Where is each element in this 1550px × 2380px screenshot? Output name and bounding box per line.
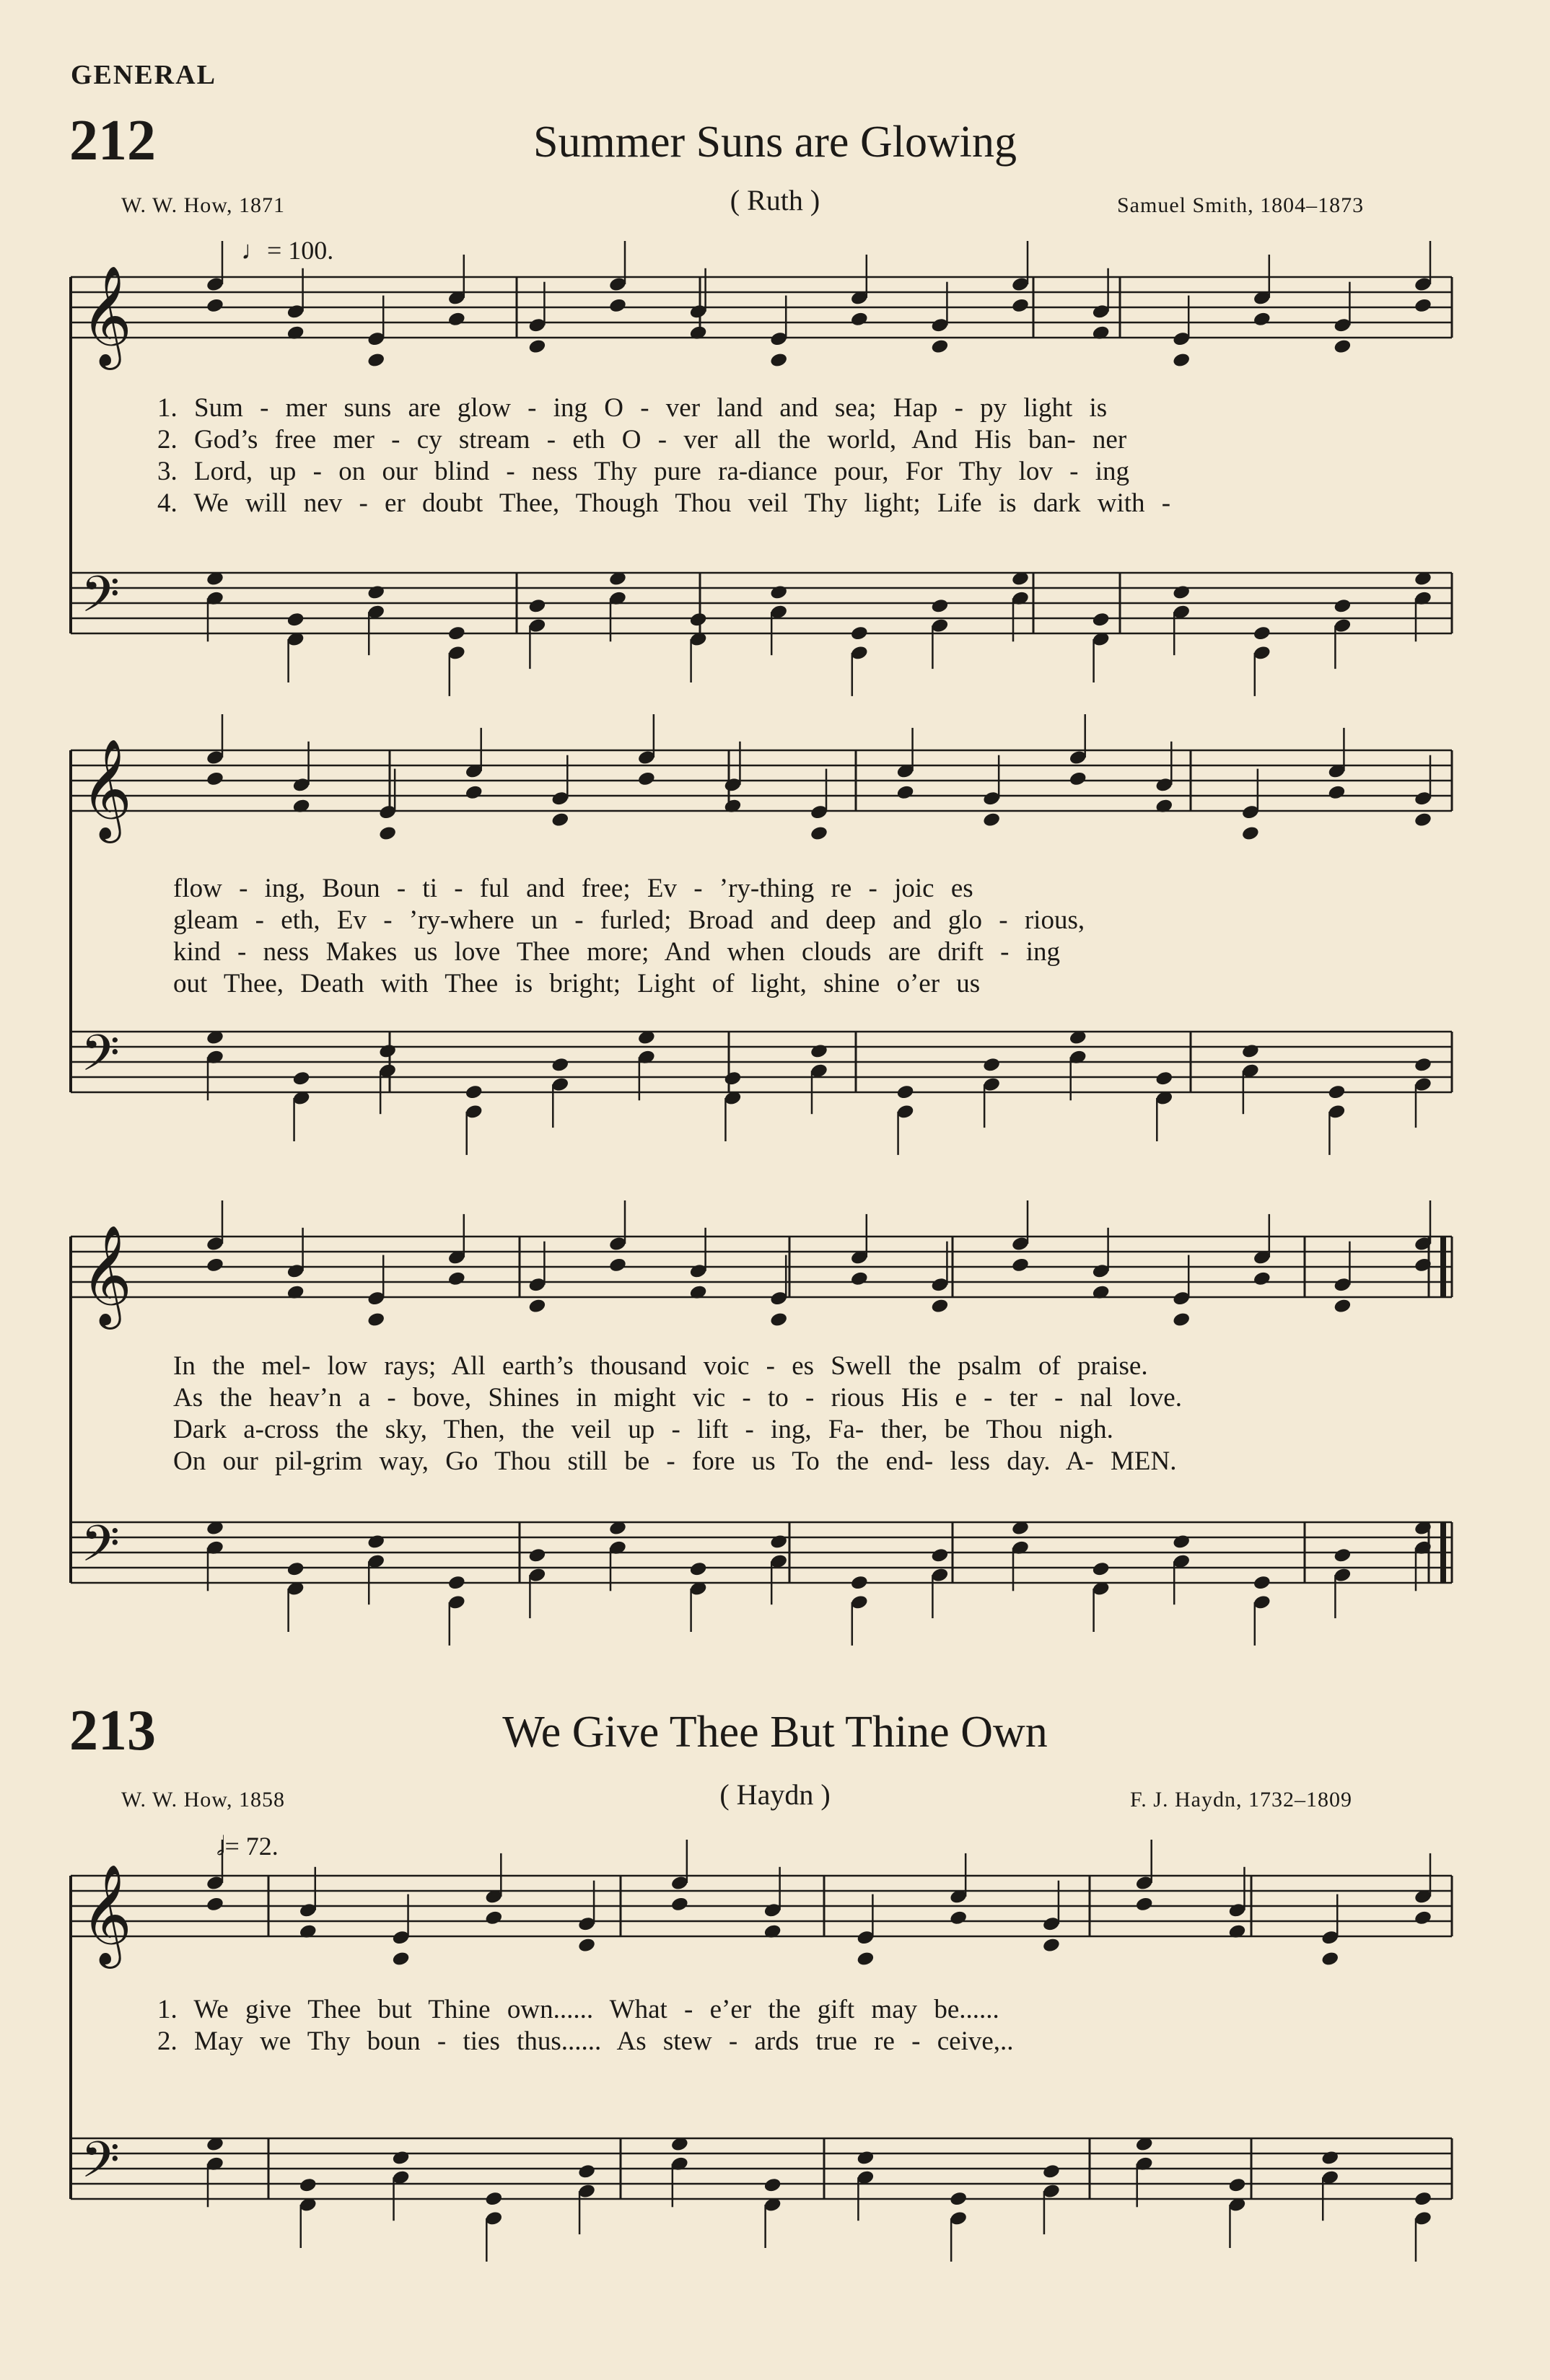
- notehead: [637, 750, 656, 766]
- notehead: [1414, 2190, 1432, 2207]
- notehead: [850, 290, 869, 307]
- hymn-title: Summer Suns are Glowing: [533, 118, 1017, 167]
- notehead: [637, 770, 656, 787]
- notehead: [1414, 1540, 1432, 1556]
- tempo-marking: [241, 235, 333, 265]
- notehead: [769, 1290, 788, 1307]
- notehead: [1172, 330, 1191, 347]
- notehead: [292, 777, 310, 794]
- notehead: [286, 1581, 305, 1597]
- notehead: [292, 798, 310, 814]
- notehead: [930, 1298, 949, 1314]
- notehead: [527, 618, 546, 634]
- notehead: [1172, 1312, 1191, 1328]
- notehead: [286, 1263, 305, 1280]
- notehead: [1042, 1937, 1061, 1954]
- notehead: [447, 1270, 466, 1287]
- tune-name: ( Haydn ): [719, 1778, 831, 1811]
- notehead: [723, 1090, 742, 1107]
- notehead: [378, 804, 397, 820]
- notehead: [1172, 1290, 1191, 1307]
- notehead: [1042, 1915, 1061, 1932]
- treble-clef-icon: 𝄞: [81, 265, 132, 366]
- notehead: [850, 645, 869, 662]
- notehead: [608, 1257, 627, 1273]
- tempo-value: = 72.: [224, 1832, 279, 1861]
- notehead: [608, 1540, 627, 1556]
- notehead: [367, 1534, 385, 1550]
- notehead: [689, 1560, 708, 1577]
- notehead: [1321, 2150, 1339, 2166]
- notehead: [689, 325, 708, 341]
- notehead: [982, 1057, 1001, 1073]
- notehead: [896, 784, 914, 801]
- notehead: [1414, 276, 1432, 293]
- notehead: [608, 1236, 627, 1252]
- notehead: [769, 604, 788, 620]
- lyric-line: gleam - eth, Ev - ’ry-where un - furled; Broad and deep and glo - rious,: [173, 905, 1085, 935]
- notehead: [206, 1520, 224, 1537]
- notehead: [1172, 584, 1191, 601]
- notehead: [982, 1076, 1001, 1093]
- notehead: [292, 1070, 310, 1086]
- notehead: [1011, 590, 1030, 607]
- notehead: [810, 804, 828, 820]
- notehead: [447, 1594, 466, 1611]
- notehead: [465, 784, 483, 801]
- notehead: [551, 1057, 569, 1073]
- notehead: [769, 352, 788, 369]
- notehead: [949, 1889, 968, 1905]
- notehead: [391, 2169, 410, 2186]
- notehead: [299, 1923, 318, 1940]
- notehead: [930, 1547, 949, 1564]
- notehead: [1011, 297, 1030, 314]
- lyric-line: As the heav’n a - bove, Shines in might vic - to - rious His e - ter - nal love.: [173, 1383, 1182, 1413]
- notehead: [763, 2177, 782, 2193]
- tune-name: ( Ruth ): [730, 184, 820, 216]
- notehead: [1241, 825, 1260, 842]
- notehead: [930, 1567, 949, 1584]
- notehead: [1092, 1284, 1111, 1301]
- notehead: [1155, 777, 1173, 794]
- lyric-line: out Thee, Death with Thee is bright; Light of light, shine o’er us: [173, 969, 981, 998]
- lyric-line: Dark a-cross the sky, Then, the veil up - lift - ing, Fa- ther, be Thou nigh.: [173, 1415, 1113, 1444]
- notehead: [367, 352, 385, 369]
- treble-clef-icon: 𝄞: [81, 1225, 132, 1325]
- notehead: [723, 798, 742, 814]
- notehead: [763, 1923, 782, 1940]
- notehead: [670, 1896, 689, 1913]
- notehead: [930, 598, 949, 615]
- notehead: [206, 1257, 224, 1273]
- notehead: [1227, 2197, 1246, 2213]
- lyric-line: On our pil-grim way, Go Thou still be - fore us To the end- less day. A- MEN.: [173, 1446, 1177, 1476]
- notehead: [551, 1076, 569, 1093]
- hymn-title: We Give Thee But Thine Own: [502, 1708, 1048, 1757]
- notehead: [1414, 1057, 1432, 1073]
- notehead: [1333, 1547, 1352, 1564]
- notehead: [484, 1910, 503, 1926]
- notehead: [949, 1910, 968, 1926]
- notehead: [1253, 311, 1271, 328]
- notehead: [896, 1084, 914, 1100]
- hymn-composer: Samuel Smith, 1804–1873: [1117, 193, 1365, 217]
- quarter-note-icon: ♩: [241, 236, 267, 265]
- lyric-line: kind - ness Makes us love Thee more; And when clouds are drift - ing: [173, 937, 1061, 967]
- notehead: [1327, 784, 1346, 801]
- notehead: [769, 1553, 788, 1570]
- notehead: [1011, 1257, 1030, 1273]
- notehead: [447, 625, 466, 641]
- notehead: [1327, 1084, 1346, 1100]
- notehead: [689, 1581, 708, 1597]
- notehead: [367, 1312, 385, 1328]
- notehead: [1414, 1236, 1432, 1252]
- notehead: [896, 763, 914, 780]
- lyric-line: 3. Lord, up - on our blind - ness Thy pure ra-diance pour, For Thy lov - ing: [157, 457, 1130, 486]
- notehead: [1414, 571, 1432, 587]
- notehead: [1333, 598, 1352, 615]
- notehead: [1253, 625, 1271, 641]
- notehead: [206, 2136, 224, 2153]
- notehead: [1069, 770, 1087, 787]
- notehead: [1135, 2156, 1154, 2172]
- notehead: [1135, 2136, 1154, 2153]
- notehead: [769, 1312, 788, 1328]
- notehead: [930, 338, 949, 355]
- notehead: [1414, 1520, 1432, 1537]
- bass-clef-icon: 𝄢: [81, 1514, 121, 1585]
- notehead: [1241, 804, 1260, 820]
- notehead: [810, 825, 828, 842]
- notehead: [1241, 1043, 1260, 1060]
- notehead: [1092, 304, 1111, 320]
- notehead: [1155, 1090, 1173, 1107]
- notehead: [1414, 1910, 1432, 1926]
- notehead: [1321, 1929, 1339, 1946]
- notehead: [850, 1270, 869, 1287]
- notehead: [723, 777, 742, 794]
- notehead: [1135, 1875, 1154, 1892]
- half-note-icon: 𝅗𝅥: [216, 1832, 225, 1861]
- notehead: [1155, 798, 1173, 814]
- notehead: [930, 618, 949, 634]
- notehead: [206, 590, 224, 607]
- notehead: [367, 604, 385, 620]
- notehead: [367, 330, 385, 347]
- notehead: [206, 276, 224, 293]
- notehead: [1092, 1581, 1111, 1597]
- notehead: [1069, 1029, 1087, 1046]
- notehead: [286, 631, 305, 648]
- notehead: [1333, 1298, 1352, 1314]
- notehead: [1092, 631, 1111, 648]
- notehead: [465, 1104, 483, 1120]
- notehead: [527, 1276, 546, 1293]
- notehead: [763, 1902, 782, 1919]
- notehead: [1327, 1104, 1346, 1120]
- hymn-author: W. W. How, 1858: [121, 1788, 285, 1812]
- notehead: [391, 1951, 410, 1967]
- treble-clef-icon: 𝄞: [81, 1864, 132, 1964]
- notehead: [367, 1553, 385, 1570]
- notehead: [949, 2210, 968, 2227]
- tempo-value: = 100.: [267, 236, 334, 265]
- notehead: [367, 584, 385, 601]
- notehead: [286, 611, 305, 628]
- notehead: [1333, 1567, 1352, 1584]
- notehead: [1253, 1574, 1271, 1591]
- notehead: [1069, 1049, 1087, 1066]
- notehead: [1172, 1553, 1191, 1570]
- notehead: [982, 812, 1001, 828]
- notehead: [1227, 1902, 1246, 1919]
- notehead: [1333, 618, 1352, 634]
- notehead: [551, 812, 569, 828]
- notehead: [1092, 1560, 1111, 1577]
- notehead: [856, 1929, 875, 1946]
- notehead: [447, 1250, 466, 1266]
- notehead: [1227, 1923, 1246, 1940]
- notehead: [527, 1298, 546, 1314]
- notehead: [527, 317, 546, 333]
- notehead: [850, 1574, 869, 1591]
- notehead: [1092, 1263, 1111, 1280]
- notehead: [670, 1875, 689, 1892]
- notehead: [1227, 2177, 1246, 2193]
- notehead: [949, 2190, 968, 2207]
- notehead: [850, 1594, 869, 1611]
- notehead: [484, 2210, 503, 2227]
- notehead: [527, 1547, 546, 1564]
- notehead: [206, 1029, 224, 1046]
- notehead: [527, 338, 546, 355]
- notehead: [299, 2177, 318, 2193]
- notehead: [1092, 325, 1111, 341]
- notehead: [299, 1902, 318, 1919]
- notehead: [447, 1574, 466, 1591]
- notehead: [206, 1896, 224, 1913]
- notehead: [206, 1875, 224, 1892]
- notehead: [1042, 2183, 1061, 2200]
- notehead: [1327, 763, 1346, 780]
- notehead: [608, 1520, 627, 1537]
- notehead: [286, 325, 305, 341]
- notehead: [577, 2164, 596, 2180]
- notehead: [856, 2150, 875, 2166]
- bass-clef-icon: 𝄢: [81, 565, 121, 636]
- notehead: [286, 1284, 305, 1301]
- lyric-line: 1. We give Thee but Thine own...... What - e’er the gift may be......: [157, 1995, 999, 2024]
- notehead: [367, 1290, 385, 1307]
- notehead: [206, 1236, 224, 1252]
- notehead: [1011, 276, 1030, 293]
- lyric-line: 2. May we Thy boun - ties thus...... As stew - ards true re - ceive,..: [157, 2026, 1014, 2056]
- notehead: [930, 1276, 949, 1293]
- notehead: [1414, 1889, 1432, 1905]
- notehead: [1172, 352, 1191, 369]
- notehead: [1172, 604, 1191, 620]
- notehead: [206, 1540, 224, 1556]
- notehead: [810, 1063, 828, 1079]
- notehead: [1321, 1951, 1339, 1967]
- notehead: [484, 2190, 503, 2207]
- notehead: [1333, 317, 1352, 333]
- notehead: [286, 304, 305, 320]
- notehead: [1253, 645, 1271, 662]
- notehead: [1011, 1236, 1030, 1252]
- notehead: [1241, 1063, 1260, 1079]
- lyric-line: 2. God’s free mer - cy stream - eth O - ver all the world, And His ban- ner: [157, 425, 1127, 455]
- notehead: [206, 1049, 224, 1066]
- section-label: GENERAL: [71, 60, 216, 90]
- notehead: [608, 590, 627, 607]
- notehead: [292, 1090, 310, 1107]
- notehead: [206, 2156, 224, 2172]
- notehead: [206, 770, 224, 787]
- notehead: [286, 1560, 305, 1577]
- notehead: [1253, 1594, 1271, 1611]
- notehead: [670, 2156, 689, 2172]
- notehead: [1414, 790, 1432, 807]
- notehead: [206, 297, 224, 314]
- hymn-number: 212: [69, 109, 156, 172]
- notehead: [670, 2136, 689, 2153]
- notehead: [577, 2183, 596, 2200]
- notehead: [1042, 2164, 1061, 2180]
- notehead: [447, 290, 466, 307]
- notehead: [1092, 611, 1111, 628]
- notehead: [1414, 812, 1432, 828]
- tempo-marking: [216, 1831, 279, 1862]
- bass-clef-icon: 𝄢: [81, 2130, 121, 2201]
- notehead: [447, 311, 466, 328]
- notehead: [391, 2150, 410, 2166]
- notehead: [1011, 1540, 1030, 1556]
- notehead: [689, 631, 708, 648]
- notehead: [856, 1951, 875, 1967]
- notehead: [769, 584, 788, 601]
- notehead: [856, 2169, 875, 2186]
- notehead: [1253, 1270, 1271, 1287]
- notehead: [930, 317, 949, 333]
- notehead: [896, 1104, 914, 1120]
- notehead: [378, 1043, 397, 1060]
- notehead: [608, 571, 627, 587]
- notehead: [527, 1567, 546, 1584]
- treble-clef-icon: 𝄞: [81, 739, 132, 839]
- notehead: [723, 1070, 742, 1086]
- notehead: [1135, 1896, 1154, 1913]
- notehead: [1333, 338, 1352, 355]
- notehead: [850, 625, 869, 641]
- notehead: [391, 1929, 410, 1946]
- notehead: [689, 611, 708, 628]
- notehead: [206, 571, 224, 587]
- notehead: [577, 1937, 596, 1954]
- notehead: [1414, 1257, 1432, 1273]
- notehead: [378, 1063, 397, 1079]
- notehead: [1172, 1534, 1191, 1550]
- notehead: [1414, 1076, 1432, 1093]
- notehead: [763, 2197, 782, 2213]
- lyric-line: 4. We will nev - er doubt Thee, Though Thou veil Thy light; Life is dark with -: [157, 488, 1171, 518]
- notehead: [850, 311, 869, 328]
- notehead: [447, 645, 466, 662]
- notehead: [810, 1043, 828, 1060]
- notehead: [689, 304, 708, 320]
- hymn-composer: F. J. Haydn, 1732–1809: [1130, 1788, 1352, 1812]
- notehead: [769, 330, 788, 347]
- notehead: [608, 297, 627, 314]
- notehead: [577, 1915, 596, 1932]
- notehead: [465, 763, 483, 780]
- notehead: [608, 276, 627, 293]
- notehead: [1414, 297, 1432, 314]
- notehead: [378, 825, 397, 842]
- notehead: [769, 1534, 788, 1550]
- hymn-author: W. W. How, 1871: [121, 193, 285, 217]
- notehead: [1155, 1070, 1173, 1086]
- notehead: [1069, 750, 1087, 766]
- notehead: [1414, 2210, 1432, 2227]
- notehead: [689, 1284, 708, 1301]
- notehead: [1253, 1250, 1271, 1266]
- notehead: [1321, 2169, 1339, 2186]
- notehead: [1011, 571, 1030, 587]
- notehead: [299, 2197, 318, 2213]
- notehead: [982, 790, 1001, 807]
- notehead: [465, 1084, 483, 1100]
- lyric-line: In the mel- low rays; All earth’s thousand voic - es Swell the psalm of praise.: [173, 1351, 1148, 1381]
- lyric-line: 1. Sum - mer suns are glow - ing O - ver land and sea; Hap - py light is: [157, 393, 1108, 423]
- notehead: [637, 1049, 656, 1066]
- notehead: [527, 598, 546, 615]
- notehead: [551, 790, 569, 807]
- notehead: [850, 1250, 869, 1266]
- notehead: [1011, 1520, 1030, 1537]
- lyric-line: flow - ing, Boun - ti - ful and free; Ev - ’ry-thing re - joic es: [173, 874, 973, 903]
- bass-clef-icon: 𝄢: [81, 1024, 121, 1094]
- hymn-number: 213: [69, 1699, 156, 1762]
- notehead: [1414, 590, 1432, 607]
- notehead: [1333, 1276, 1352, 1293]
- notehead: [689, 1263, 708, 1280]
- notehead: [637, 1029, 656, 1046]
- notehead: [1253, 290, 1271, 307]
- notehead: [206, 750, 224, 766]
- notehead: [484, 1889, 503, 1905]
